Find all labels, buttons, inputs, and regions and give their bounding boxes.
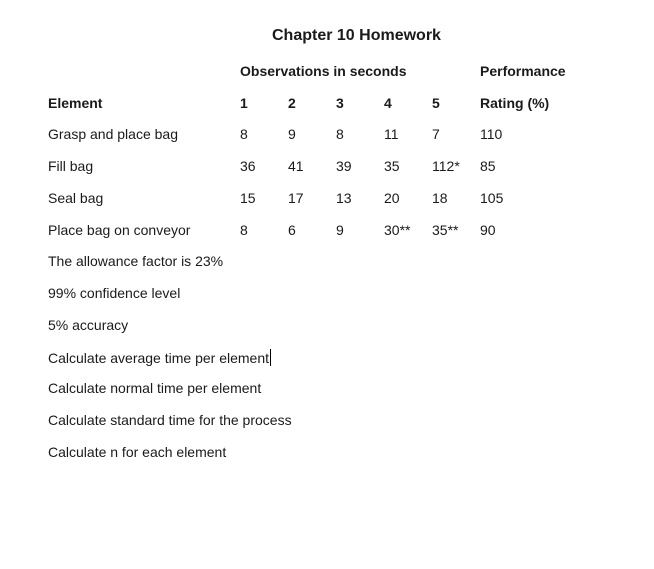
column-header-rating: Rating (%)	[480, 95, 550, 111]
rating-value: 85	[480, 158, 496, 174]
observation-value: 15	[240, 190, 256, 206]
observation-value: 36	[240, 158, 256, 174]
performance-header: Performance	[480, 63, 566, 79]
column-header-obs-3: 3	[336, 95, 344, 111]
observation-value: 35	[384, 158, 400, 174]
task-normal-time: Calculate normal time per element	[48, 380, 262, 396]
element-name: Fill bag	[48, 158, 94, 174]
column-header-obs-4: 4	[384, 95, 392, 111]
column-header-obs-1: 1	[240, 95, 248, 111]
observation-value: 18	[432, 190, 448, 206]
observation-value: 9	[288, 126, 296, 142]
allowance-note: The allowance factor is 23%	[48, 253, 224, 269]
column-header-obs-2: 2	[288, 95, 296, 111]
element-name: Grasp and place bag	[48, 126, 178, 142]
observation-value: 8	[240, 126, 248, 142]
observation-value: 11	[384, 126, 399, 142]
observation-value: 6	[288, 222, 296, 238]
observation-value: 41	[288, 158, 304, 174]
rating-value: 105	[480, 190, 504, 206]
column-header-element: Element	[48, 95, 103, 111]
task-sample-size: Calculate n for each element	[48, 444, 227, 460]
rating-value: 90	[480, 222, 496, 238]
observation-value: 39	[336, 158, 352, 174]
document-title: Chapter 10 Homework	[272, 27, 441, 44]
accuracy-note: 5% accuracy	[48, 317, 129, 333]
task-text: Calculate average time per element	[48, 350, 270, 366]
column-header-obs-5: 5	[432, 95, 440, 111]
task-average-time[interactable]	[48, 349, 271, 366]
text-cursor	[270, 349, 271, 366]
observation-value: 9	[336, 222, 344, 238]
confidence-note: 99% confidence level	[48, 285, 181, 301]
element-name: Seal bag	[48, 190, 104, 206]
observation-value: 8	[240, 222, 248, 238]
observation-value: 30**	[384, 222, 411, 238]
observation-value: 17	[288, 190, 304, 206]
observation-value: 7	[432, 126, 440, 142]
observations-header: Observations in seconds	[240, 63, 407, 79]
element-name: Place bag on conveyor	[48, 222, 191, 238]
observation-value: 20	[384, 190, 400, 206]
observation-value: 112*	[432, 158, 460, 174]
task-standard-time: Calculate standard time for the process	[48, 412, 292, 428]
observation-value: 13	[336, 190, 352, 206]
rating-value: 110	[480, 126, 503, 142]
observation-value: 8	[336, 126, 344, 142]
observation-value: 35**	[432, 222, 459, 238]
